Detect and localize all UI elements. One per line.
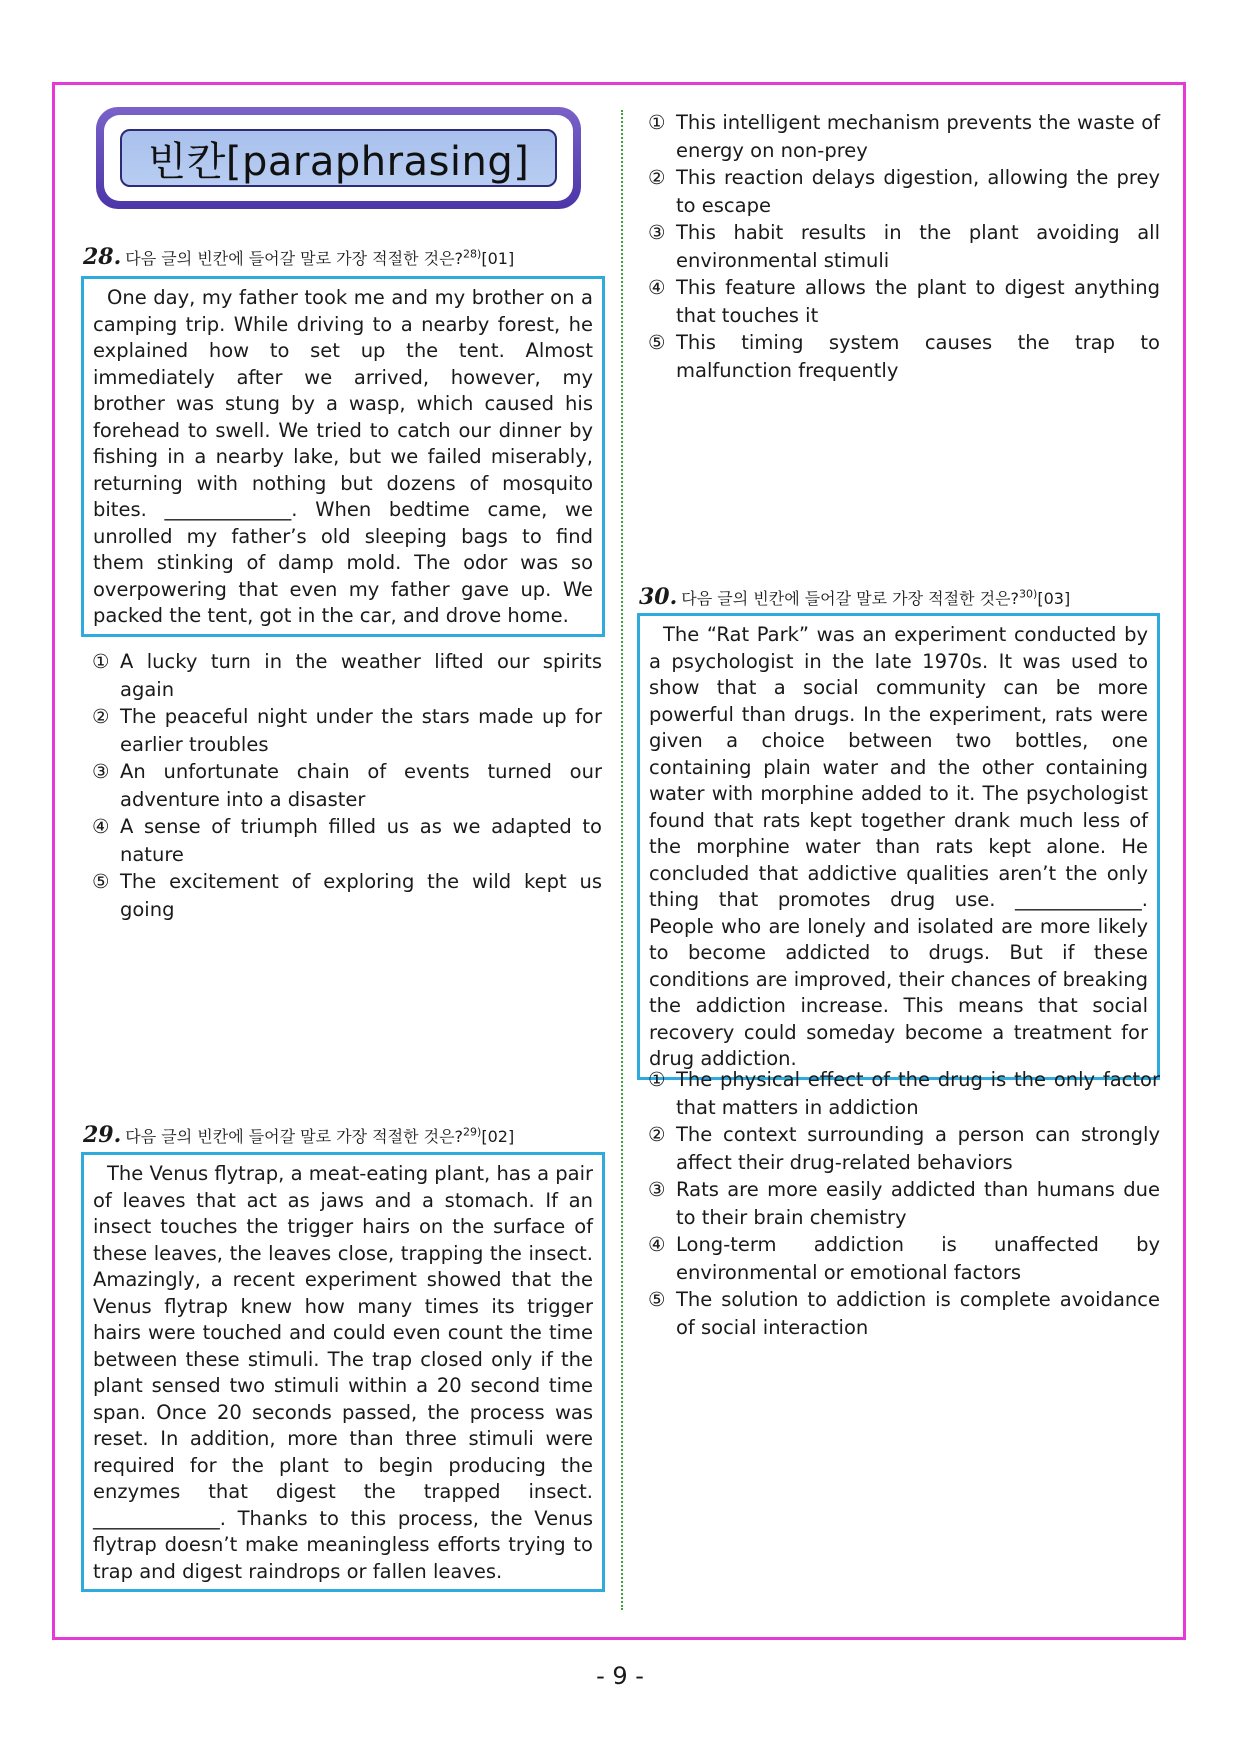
question-code: [03] — [1037, 589, 1071, 608]
question-28-choices — [92, 648, 602, 923]
choice-3[interactable]: ③ An unfortunate chain of events turned our adventure into a disaster — [92, 760, 602, 811]
question-30-choices — [648, 1066, 1160, 1341]
choice-1[interactable]: ① A lucky turn in the weather lifted our spirits again — [92, 650, 602, 701]
question-prompt: 다음 글의 빈칸에 들어갈 말로 가장 적절한 것은? — [125, 249, 464, 268]
passage-text: One day, my father took me and my brother on a camping trip. While driving to a nearby forest, he explained how to set up the tent. Almost immediately after we arrived, however, my brother was stung by a wasp, which caused his forehead to swell. We tried to catch our dinner by fishing in a nearby lake, but we failed miserably, returning with nothing but dozens of mosquito bites. _____________. When bedtime came, we unrolled my father’s old sleeping bags to find them stinking of damp mold. The odor was so overpowering that even my father gave up. We packed the tent, got in the car, and drove home. — [93, 286, 593, 627]
choice-5[interactable]: ⑤ This timing system causes the trap to malfunction frequently — [648, 331, 1160, 382]
choice-4[interactable]: ④ This feature allows the plant to digest anything that touches it — [648, 276, 1160, 327]
question-number: 29. — [83, 1122, 122, 1148]
question-30-passage — [637, 613, 1160, 1080]
choice-2[interactable]: ② This reaction delays digestion, allowing the prey to escape — [648, 166, 1160, 217]
question-29-choices — [648, 109, 1160, 384]
question-footnote-ref: 28) — [463, 247, 482, 261]
question-prompt: 다음 글의 빈칸에 들어갈 말로 가장 적절한 것은? — [681, 589, 1020, 608]
choice-5[interactable]: ⑤ The excitement of exploring the wild kept us going — [92, 870, 602, 921]
passage-text: The Venus flytrap, a meat-eating plant, has a pair of leaves that act as jaws and a stomach. If an insect touches the trigger hairs on the surface of these leaves, the leaves close, trapping the insect. Amazingly, a recent experiment showed that the Venus flytrap knew how many times its trigger hairs were touched and could even count the time between these stimuli. The trap closed only if the plant sensed two stimuli within a 20 second time span. Once 20 seconds passed, the process was reset. In addition, more than three stimuli were required for the plant to begin producing the enzymes that digest the trapped insect. _____________. Thanks to this process, the Venus flytrap doesn’t make meaningless efforts trying to trap and digest raindrops or fallen leaves. — [93, 1162, 594, 1583]
question-29-heading — [83, 1122, 514, 1148]
question-number: 30. — [639, 584, 678, 610]
question-29-passage — [81, 1152, 605, 1592]
question-footnote-ref: 29) — [463, 1125, 482, 1139]
page-number: - 9 - — [596, 1662, 644, 1690]
question-28-passage — [81, 276, 605, 637]
question-footnote-ref: 30) — [1019, 587, 1038, 601]
choice-4[interactable]: ④ A sense of triumph filled us as we adapted to nature — [92, 815, 602, 866]
choice-1[interactable]: ① This intelligent mechanism prevents the waste of energy on non-prey — [648, 111, 1160, 162]
choice-1[interactable]: ① The physical effect of the drug is the only factor that matters in addiction — [648, 1068, 1160, 1119]
question-30-heading — [639, 584, 1070, 610]
question-28-heading — [83, 244, 514, 270]
choice-2[interactable]: ② The context surrounding a person can strongly affect their drug-related behaviors — [648, 1123, 1160, 1174]
question-prompt: 다음 글의 빈칸에 들어갈 말로 가장 적절한 것은? — [125, 1127, 464, 1146]
choice-5[interactable]: ⑤ The solution to addiction is complete avoidance of social interaction — [648, 1288, 1160, 1339]
choice-3[interactable]: ③ This habit results in the plant avoiding all environmental stimuli — [648, 221, 1160, 272]
section-title-badge — [96, 107, 581, 209]
choice-3[interactable]: ③ Rats are more easily addicted than humans due to their brain chemistry — [648, 1178, 1160, 1229]
section-title: 빈칸[paraphrasing] — [120, 129, 557, 187]
choice-4[interactable]: ④ Long-term addiction is unaffected by environmental or emotional factors — [648, 1233, 1160, 1284]
question-code: [01] — [481, 249, 515, 268]
passage-text: The “Rat Park” was an experiment conducted by a psychologist in the late 1970s. It was used to show that a social community can be more powerful than drugs. In the experiment, rats were given a choice between two bottles, one containing plain water and the other containing water with morphine added to it. The psychologist found that rats kept together drank much less of the morphine water than rats kept alone. He concluded that addictive qualities aren’t the only thing that promotes drug use. _____________. People who are lonely and isolated are more likely to become addicted to drugs. But if these conditions are improved, their chances of breaking the addiction increase. This means that social recovery could someday become a treatment for drug addiction. — [649, 623, 1148, 1070]
question-code: [02] — [481, 1127, 515, 1146]
column-divider — [621, 110, 623, 1610]
choice-2[interactable]: ② The peaceful night under the stars made up for earlier troubles — [92, 705, 602, 756]
question-number: 28. — [83, 244, 122, 270]
